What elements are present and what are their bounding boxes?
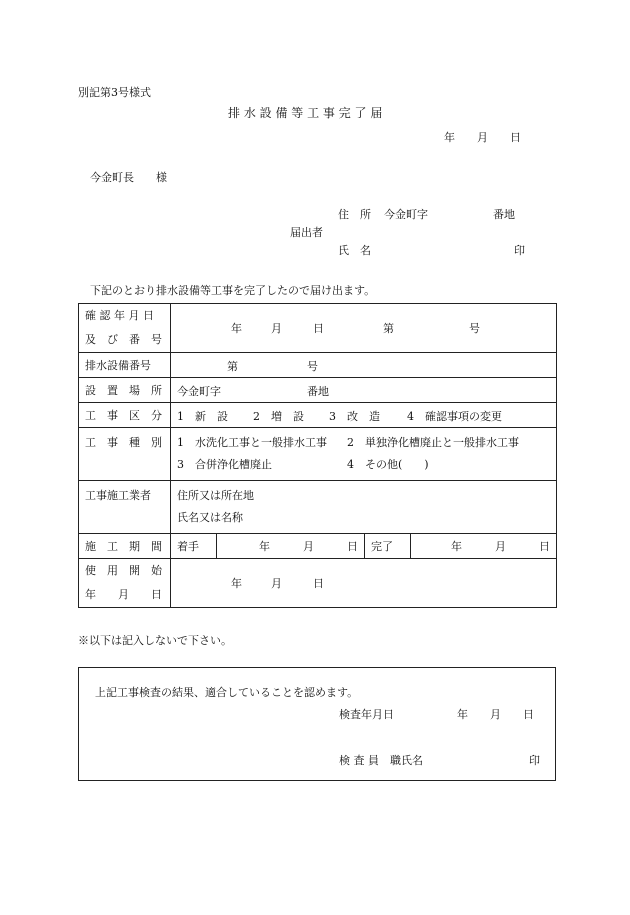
start-use-label [79,559,171,608]
intro-text: 下記のとおり排水設備等工事を完了したので届け出ます。 [90,284,376,297]
location-label: 設 置 場 所 [79,378,171,403]
name-label: 氏 名 [338,244,371,257]
start-use-label-line1: 使 用 開 始 [85,564,162,577]
form-title: 排 水 設 備 等 工 事 完 了 届 [228,106,383,120]
type-row [79,428,557,481]
inspector-seal: 印 [529,754,540,767]
inspection-date-label: 検査年月日 [339,708,394,721]
inspector-label: 検 査 員 職氏名 [339,754,423,767]
completion-form-table [78,303,557,608]
type-option-2[interactable]: 2 単独浄化槽廃止と一般排水工事 [347,436,519,449]
addressee: 今金町長 様 [90,171,167,184]
start-use-year: 年 [231,577,242,590]
confirm-day: 日 [313,322,324,335]
confirm-month: 月 [271,322,282,335]
start-use-cell[interactable] [171,559,557,608]
seal-mark: 印 [514,244,525,257]
facility-number-row [79,353,557,378]
facility-dai: 第 [227,360,238,373]
period-row [79,534,557,559]
confirm-label-line1: 確 認 年 月 日 [85,309,154,322]
address-label: 住 所 [338,208,371,221]
inspection-date-value[interactable]: 年 月 日 [457,708,534,721]
category-label: 工 事 区 分 [79,403,171,428]
location-suffix: 番地 [307,385,329,398]
confirm-go: 号 [469,322,480,335]
category-option-4[interactable]: 4 確認事項の変更 [407,410,502,423]
location-value: 今金町字 [177,385,221,398]
confirm-dai: 第 [383,322,394,335]
facility-number-label: 排水設備番号 [79,353,171,378]
contractor-address: 住所又は所在地 [177,489,254,502]
category-option-1[interactable]: 1 新 設 [177,410,228,423]
category-option-3[interactable]: 3 改 造 [329,410,380,423]
type-cell[interactable] [171,428,557,481]
type-option-3[interactable]: 3 合併浄化槽廃止 [177,458,272,471]
period-end-label: 完了 [365,534,411,559]
address-suffix: 番地 [493,208,515,221]
submission-date[interactable]: 年 月 日 [444,131,521,144]
inspection-box [78,667,556,781]
contractor-label: 工事施工業者 [79,481,171,534]
period-end-date[interactable]: 年 月 日 [411,534,557,559]
type-label: 工 事 種 別 [79,428,171,481]
confirm-label-line2: 及 び 番 号 [85,333,162,346]
category-option-2[interactable]: 2 増 設 [253,410,304,423]
start-use-day: 日 [313,577,324,590]
confirm-row [79,304,557,353]
form-id: 別記第3号様式 [78,86,151,99]
type-option-1[interactable]: 1 水洗化工事と一般排水工事 [177,436,327,449]
contractor-cell[interactable] [171,481,557,534]
confirm-value-cell[interactable] [171,304,557,353]
category-cell[interactable] [171,403,557,428]
type-option-4[interactable]: 4 その他( ) [347,458,429,471]
office-use-note: ※以下は記入しないで下さい。 [78,634,232,647]
period-label: 施 工 期 間 [79,534,171,559]
start-use-label-line2: 年 月 日 [85,588,162,601]
confirm-label [79,304,171,353]
start-use-month: 月 [271,577,282,590]
inspection-statement: 上記工事検査の結果、適合していることを認めます。 [95,686,359,699]
location-cell[interactable] [171,378,557,403]
contractor-name: 氏名又は名称 [177,511,243,524]
start-use-row [79,559,557,608]
submitter-label: 届出者 [290,226,323,239]
period-start-date[interactable]: 年 月 日 [217,534,365,559]
category-row [79,403,557,428]
facility-go: 号 [307,360,318,373]
location-row [79,378,557,403]
address-value[interactable]: 今金町字 [384,208,428,221]
contractor-row [79,481,557,534]
confirm-year: 年 [231,322,242,335]
facility-number-cell[interactable] [171,353,557,378]
period-start-label: 着手 [171,534,217,559]
